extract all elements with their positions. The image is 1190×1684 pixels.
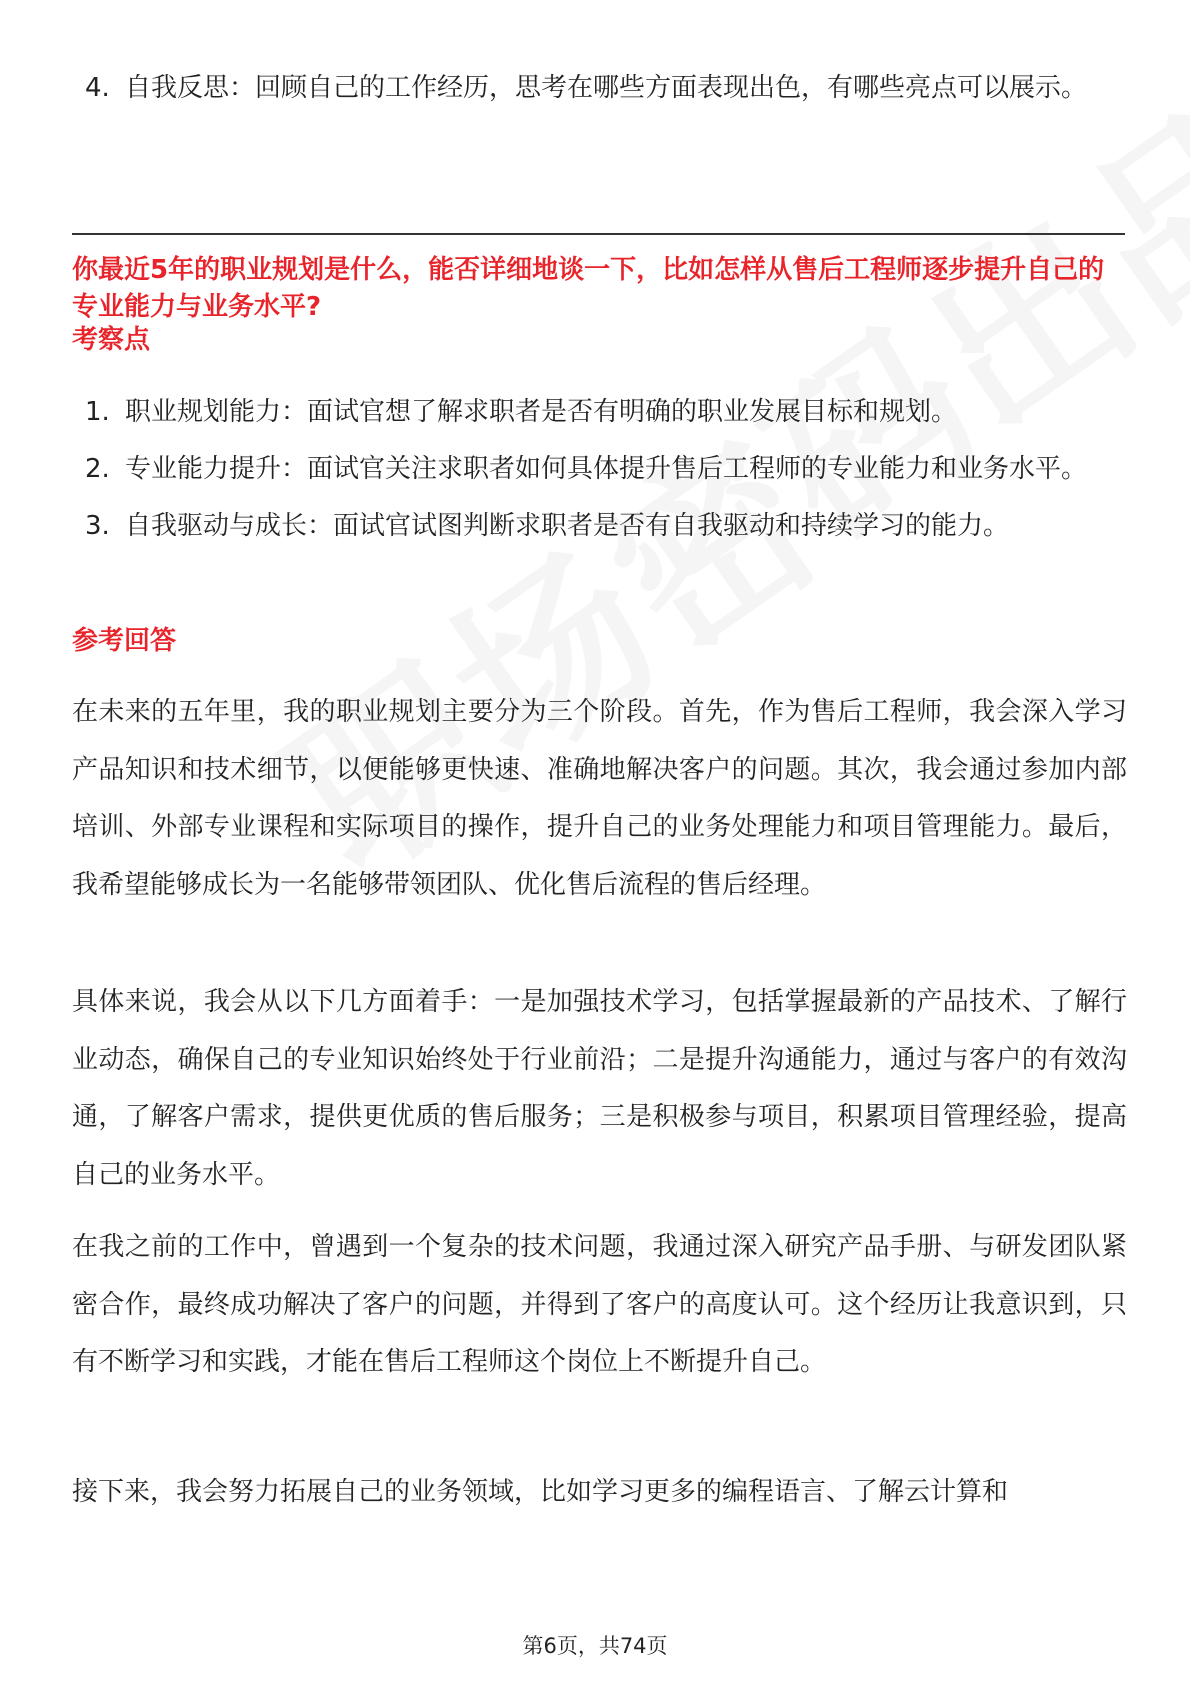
list-text: 职业规划能力：面试官想了解求职者是否有明确的职业发展目标和规划。 bbox=[125, 397, 958, 427]
answer-heading: 参考回答 bbox=[72, 626, 177, 656]
list-item bbox=[80, 498, 1120, 555]
answer-paragraph: 具体来说，我会从以下几方面着手：一是加强技术学习，包括掌握最新的产品技术、了解行业动态，确保自己的专业知识始终处于行业前沿；二是提升沟通能力，通过与客户的有效沟通，了解客户需求，提供更优质的售后服务；三是积极参与项目，积累项目管理经验，提高自己的业务水平。 bbox=[72, 987, 1127, 1190]
answer-paragraph: 接下来，我会努力拓展自己的业务领域，比如学习更多的编程语言、了解云计算和 bbox=[72, 1477, 1009, 1507]
list-number: 4. bbox=[85, 73, 110, 103]
list-item bbox=[80, 60, 1120, 117]
list-text: 自我驱动与成长：面试官试图判断求职者是否有自我驱动和持续学习的能力。 bbox=[125, 511, 1010, 541]
list-number: 2. bbox=[85, 454, 110, 484]
answer-paragraph: 在未来的五年里，我的职业规划主要分为三个阶段。首先，作为售后工程师，我会深入学习产品知识和技术细节，以便能够更快速、准确地解决客户的问题。其次，我会通过参加内部培训、外部专业课程和实际项目的操作，提升自己的业务处理能力和项目管理能力。最后，我希望能够成长为一名能够带领团队、优化售后流程的售后经理。 bbox=[72, 697, 1127, 900]
list-number: 1. bbox=[85, 397, 110, 427]
question-title: 你最近5年的职业规划是什么，能否详细地谈一下，比如怎样从售后工程师逐步提升自己的专业能力与业务水平? bbox=[72, 255, 1105, 322]
list-number: 3. bbox=[85, 511, 110, 541]
top-list bbox=[80, 60, 1120, 117]
examine-heading: 考察点 bbox=[72, 325, 151, 355]
page-footer: 第6页，共74页 bbox=[522, 1634, 668, 1658]
divider bbox=[72, 233, 1125, 235]
examine-list bbox=[80, 384, 1120, 555]
list-item bbox=[80, 441, 1120, 498]
list-item bbox=[80, 384, 1120, 441]
list-text: 自我反思：回顾自己的工作经历，思考在哪些方面表现出色，有哪些亮点可以展示。 bbox=[125, 73, 1088, 103]
answer-paragraph: 在我之前的工作中，曾遇到一个复杂的技术问题，我通过深入研究产品手册、与研发团队紧密合作，最终成功解决了客户的问题，并得到了客户的高度认可。这个经历让我意识到，只有不断学习和实践，才能在售后工程师这个岗位上不断提升自己。 bbox=[72, 1232, 1127, 1377]
list-text: 专业能力提升：面试官关注求职者如何具体提升售后工程师的专业能力和业务水平。 bbox=[125, 454, 1088, 484]
